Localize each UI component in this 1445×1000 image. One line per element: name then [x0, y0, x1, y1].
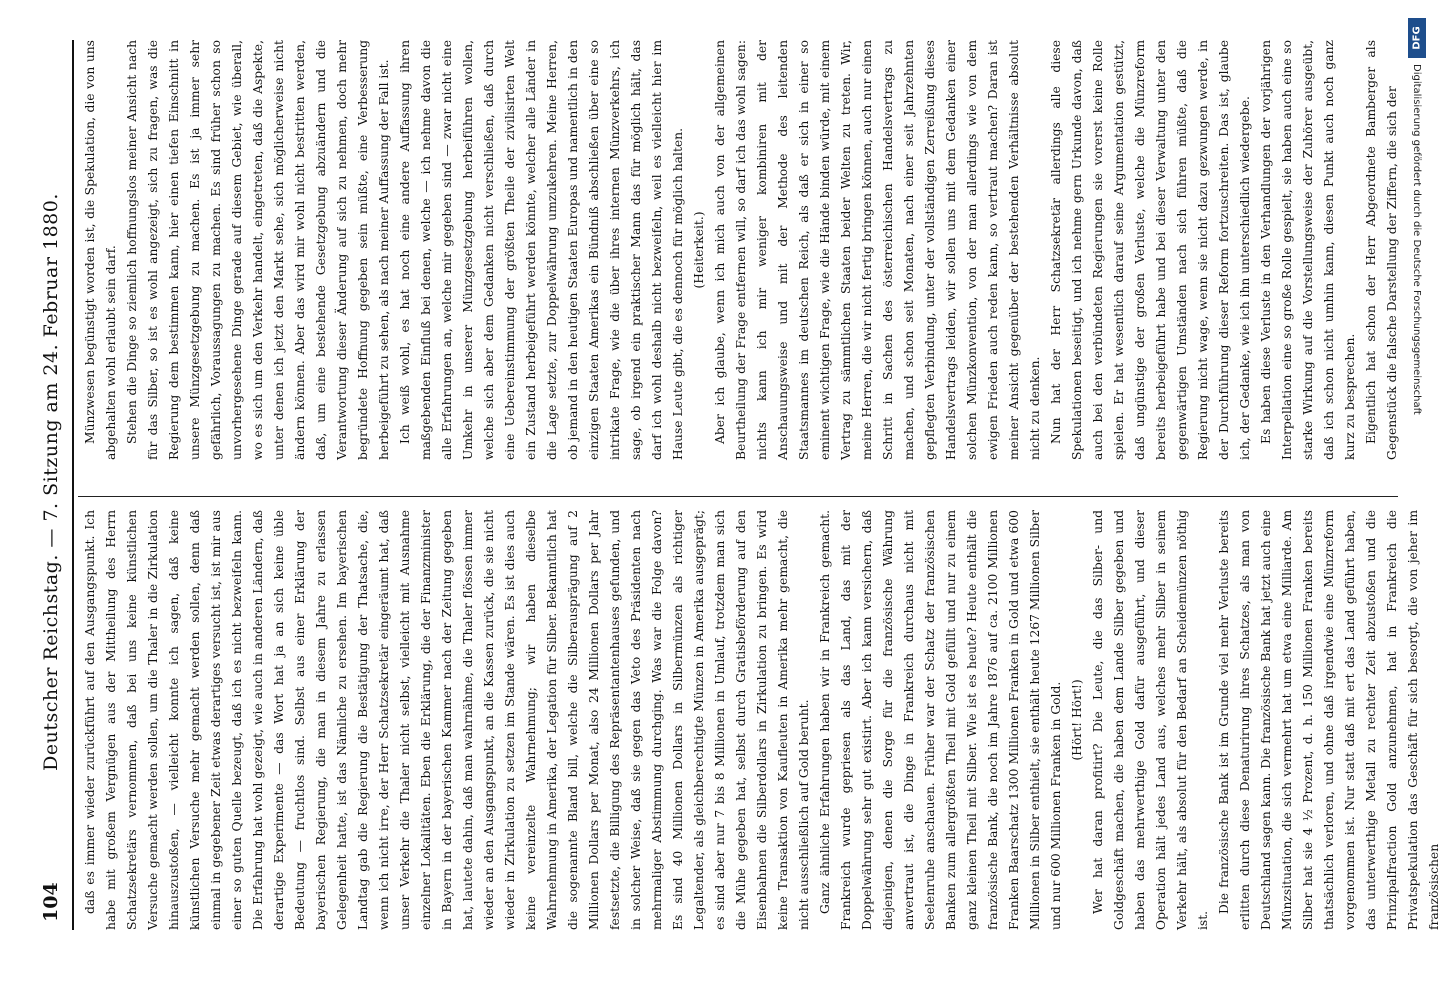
- funding-credit: Digitalisierung gefördert durch die Deutsche Forschungsgemeinschaft: [1411, 64, 1422, 415]
- paragraph: Es haben diese Verluste in den Verhandlungen der vorjährigen Interpellation eine so große Rolle gespielt, sie haben auch eine so starke Wirkung auf die Vorstellungsweise der Zuhörer ausgeübt, daß ich schon nicht umhin kann, diesen Punkt auch noch ganz kurz zu besprechen.: [1259, 40, 1357, 460]
- dfg-logo: [1408, 18, 1426, 58]
- paragraph: Ich weiß wohl, es hat noch eine andere Auffassung ihren maßgebenden Einfluß bei denen, welche — ich nehme davon die alle Erfahrungen an, welche mir gegeben sind — zwar nicht eine Umkehr in unserer Münzgesetzgebung herbeiführen wollen, welche sich aber dem Gedanken nicht verschließen, daß durch eine Uebereinstimmung der größten Theile der zivilisirten Welt ein Zustand herbeigeführt werden könnte, welcher alle Länder in die Lage setzte, zur Doppelwährung umzukehren. Meine Herren, ob jemand in den heutigen Staaten Europas und namentlich in den einzigen Staaten Amerikas ein Bündniß abschließen über eine so intrikate Frage, wie die über ihres internen Münzverkehrs, ich sage, ob irgend ein praktischer Mann das für möglich hält, das darf ich wohl deshalb nicht bezweifeln, weil es vielleicht hier im Hause Leute gibt, die es dennoch für möglich halten.: [398, 40, 685, 460]
- paragraph: Nun hat der Herr Schatzsekretär allerdings alle diese Spekulationen beseitigt, und ich nehme gern Urkunde davon, daß auch bei den verbündeten Regierungen sie vorerst keine Rolle spielen. Er hat wesentlich darauf seine Argumentation gestützt, daß ungünstige der großen Verluste, welche die Münzreform bereits herbeigeführt habe und bei dieser Verwaltung unter den gegenwärtigen Umständen nach sich führen müßte, daß die Regierung nicht wage, wenn sie nicht dazu gezwungen werde, in der Durchführung dieser Reform fortzuschreiten. Das ist, glaube ich, der Gedanke, wie ich ihn unterschiedlich wiedergebe.: [1049, 40, 1252, 460]
- paragraph: daß es immer wieder zurückführt auf den Ausgangspunkt. Ich habe mit großem Vergnügen aus der Mittheilung des Herrn Schatzsekretärs vernommen, daß bei uns keine künstlichen Versuche gemacht werden sollen, um die Thaler in die Zirkulation hinauszustoßen, — vielleicht konnte ich sagen, daß keine künstlichen Versuche mehr gemacht werden sollen, denn daß einmal in gegebener Zeit etwas derartiges versucht ist, ist mir aus einer so guten Quelle bezeugt, daß ich es nicht bezweifeln kann. Die Erfahrung hat wohl gezeigt, wie auch in anderen Ländern, daß derartige Experimente — das Wort hat ja an sich keine üble Bedeutung — fruchtlos sind. Selbst aus einer Erklärung der bayerischen Regierung, die man in diesem Jahre zu erlassen Gelegenheit hatte, ist das Nämliche zu ersehen. Im bayerischen Landtag gab die Regierung die Bestätigung der Thatsache, die, wenn ich nicht irre, der Herr Schatzsekretär eingeräumt hat, daß unser Verkehr die Thaler nicht selbst, vielleicht mit Ausnahme einzelner Lokalitäten. Eben die Erklärung, die der Finanzminister in Bayern in der bayerischen Kammer nach der Zeitung gegeben hat, lautete dahin, daß man wahrnähme, die Thaler flössen immer wieder an den Ausgangspunkt, an die Kassen zurück, die sie nicht wieder in Zirkulation zu setzen im Stande wären. Es ist dies auch keine vereinzelte Wahrnehmung; wir haben dieselbe Wahrnehmung in Amerika, der Legation für Silber. Bekanntlich hat die sogenannte Bland bill, welche die Silberausprägung auf 2 Millionen Dollars per Monat, also 24 Millionen Dollars per Jahr festsetzte, die Billigung des Repräsentantenhauses gefunden, und in solcher Weise, daß sie gegen das Veto des Präsidenten nach mehrmaliger Abstimmung durchging. Was war die Folge davon? Es sind 40 Millionen Dollars in Silbermünzen als richtiger Legaltender, als gleichberechtigte Münzen in Amerika ausgeprägt; es sind aber nur 7 bis 8 Millionen in Umlauf, trotzdem man sich die Mühe gegeben hat, selbst durch Gratisbeförderung auf den Eisenbahnen die Silberdollars in Zirkulation zu bringen. Es wird keine Transaktion von Kaufleuten in Amerika mehr gemacht, die nicht ausschließlich auf Gold beruht.: [83, 510, 811, 930]
- interjection: (Heiterkeit.): [692, 211, 706, 289]
- running-title: Deutscher Reichstag. — 7. Sitzung am 24. Februar 1880.: [40, 193, 62, 771]
- paragraph: Stehen die Dinge so ziemlich hoffnungslos meiner Ansicht nach für das Silber, so ist es wohl angezeigt, sich zu fragen, was die Regierung dem bestimmen kann, hier einen tiefen Einschnitt in unsere Münzgesetzgebung zu machen. Es ist ja immer sehr gefährlich, Voraussagungen zu machen. Es sind früher schon so unvorhergesehene Dinge gerade auf diesem Gebiet, wie überall, wo es sich um den Verkehr handelt, eingetreten, daß die Aspekte, unter denen ich jetzt den Markt sehe, sich möglicherweise nicht ändern können. Aber das wird mir wohl nicht bestritten werden, daß, um eine bestehende Gesetzgebung abzuändern und die Verantwortung dieser Änderung auf sich zu nehmen, doch mehr begründete Hoffnung gegeben sein müßte, eine Verbesserung herbeigeführt zu sehen, als nach meiner Auffassung der Fall ist.: [125, 40, 391, 460]
- paragraph: Münzwesen begünstigt worden ist, die Spekulation, die von uns abgehalten wohl erlaubt sein darf.: [83, 40, 118, 460]
- paragraph: Wer hat daran profitirt? Die Leute, die das Silber- und Goldgeschäft machen, die haben dem Lande Silber gegeben und haben das mehrwerthige Gold dafür ausgeführt, und dieser Operation hält jedes Land aus, welches mehr Silber in seinem Verkehr hält, als absolut für den Bedarf an Scheidemünzen nöthig ist.: [1091, 510, 1210, 930]
- header-rule: [72, 40, 74, 930]
- page-header: [38, 42, 70, 922]
- page-number: 104: [40, 882, 62, 922]
- column-divider: [78, 496, 1398, 497]
- paragraph: Ganz ähnliche Erfahrungen haben wir in Frankreich gemacht. Frankreich wurde gepriesen als das Land, das mit der Doppelwährung sehr gut existirt. Aber ich kann versichern, daß diejenigen, denen die Sorge für die französische Währung anvertraut ist, die Dinge in Frankreich durchaus nicht mit Seelenruhe anschauen. Früher war der Schatz der französischen Banken zum allergrößten Theil mit Gold gefüllt und nur zu einem ganz kleinen Theil mit Silber. Wie ist es heute? Heute enthält die französische Bank, die noch im Jahre 1876 auf ca. 2100 Millionen Franken Baarschatz 1300 Millionen Franken in Gold und etwa 600 Millionen in Silber enthielt, sie enthält heute 1267 Millionen Silber und nur 600 Millionen Franken in Gold.: [818, 510, 1063, 930]
- interjection: (Hört! Hört!): [1070, 679, 1084, 761]
- left-column: [80, 510, 1441, 930]
- digitization-sidebar: [1408, 18, 1426, 982]
- paragraph: Eigentlich hat schon der Herr Abgeordnete Bamberger als Gegenstück die falsche Darstellung der Ziffern, die sich der: [1364, 40, 1399, 460]
- paragraph: Aber ich glaube, wenn ich mich auch von der allgemeinen Beurtheilung der Frage entfernen will, so darf ich das wohl sagen: nichts kann ich mir weniger kombiniren mit der Anschauungsweise und mit der Methode des leitenden Staatsmannes im deutschen Reich, als daß er sich in einer so eminent wichtigen Frage, wie die Hände binden würde, mit einem Vertrag zu sämmtlichen Staaten beider Welten zu treten. Wir, meine Herren, die wir nicht fertig bringen können, auch nur einen Schritt in Sachen des österreichischen Handelsvertrags zu machen, und schon seit Monaten, nach einer seit Jahrzehnten gepflegten Verbindung, unter der vollständigen Zerreißung dieses Handelsvertrags leiden, wir sollen uns mit dem Gedanken einer solchen Münzkonvention, von der man allerdings wie von dem ewigen Frieden auch reden kann, so vertraut machen? Daran ist meiner Ansicht gegenüber der bestehenden Verhältnisse absolut nicht zu denken.: [713, 40, 1042, 460]
- right-column: [80, 40, 1399, 460]
- dfg-logo-text: DFG: [1411, 26, 1423, 50]
- paragraph: Die französische Bank ist im Grunde viel mehr Verluste bereits erlitten durch diese Denaturirung ihres Schatzes, als man von Deutschland sagen kann. Die französische Bank hat jetzt auch eine Münzsituation, die sich vermehrt hat um etwa eine Milliarde. Am Silber hat sie 4 ½ Prozent, d. h. 150 Millionen Franken bereits thatsächlich verloren, und ohne daß irgendwie eine Münzreform vorgenommen ist. Nur statt daß mit ert das Land geführt haben, das unterwerthige Metall zu rechter Zeit abzustoßen und die Prinzipalfraction Gold anzunehmen, hat in Frankreich die Privatspekulation das Geschäft für sich besorgt, die von jeher im französischen: [1217, 510, 1441, 930]
